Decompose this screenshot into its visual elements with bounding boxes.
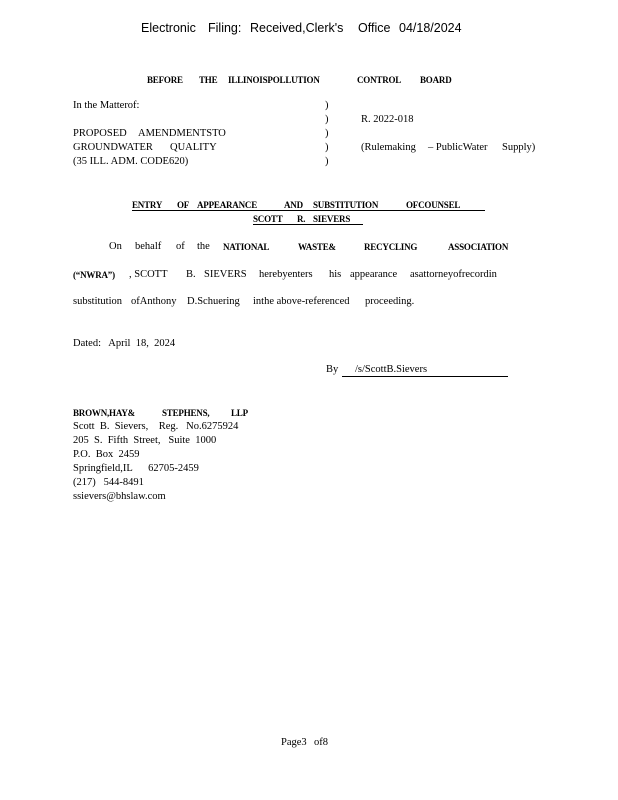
caption-docket: R. 2022-018 (361, 114, 414, 125)
caption-groundwater: GROUNDWATER (73, 142, 153, 153)
firm-llp: LLP (231, 408, 248, 418)
signature-line (342, 376, 508, 377)
firm-line: 205 S. Fifth Street, Suite 1000 (73, 435, 217, 446)
entry-sievers: SIEVERS (313, 214, 351, 224)
body-word: proceeding. (365, 296, 415, 307)
by-label: By (326, 364, 339, 375)
body-caps: ASSOCIATION (448, 242, 509, 252)
firm-line: Springfield,IL 62705-2459 (73, 463, 199, 474)
caption-supply: Supply) (502, 142, 536, 153)
body-word: inthe above-referenced (253, 296, 350, 307)
footer-page: Page3 (281, 737, 307, 748)
firm-brown: BROWN,HAY& (73, 408, 135, 418)
body-word: of (176, 241, 185, 252)
board-board: BOARD (420, 75, 452, 85)
body-word: D.Schuering (187, 296, 240, 307)
firm-email: ssievers@bhslaw.com (73, 491, 166, 502)
caption-paren: ) (325, 156, 329, 167)
footer-of: of8 (314, 737, 328, 748)
entry-ofcounsel: OFCOUNSEL (406, 200, 461, 210)
entry-underline (132, 210, 485, 211)
firm-stephens: STEPHENS, (162, 408, 210, 418)
board-illinois: ILLINOISPOLLUTION (228, 75, 320, 85)
entry-appearance: APPEARANCE (197, 200, 257, 210)
header-received: Received,Clerk's (250, 21, 344, 35)
caption-amendments: AMENDMENTSTO (138, 128, 226, 139)
name-underline (253, 224, 363, 225)
board-the: THE (199, 75, 218, 85)
firm-line: Scott B. Sievers, Reg. No.6275924 (73, 421, 239, 432)
caption-matter: In the Matterof: (73, 100, 140, 111)
caption-paren: ) (325, 114, 329, 125)
caption-paren: ) (325, 128, 329, 139)
body-word: ofAnthony (131, 296, 177, 307)
body-word: the (197, 241, 210, 252)
caption-paren: ) (325, 100, 329, 111)
body-word: SIEVERS (204, 269, 247, 280)
entry-of: OF (177, 200, 190, 210)
body-word: his (329, 269, 342, 280)
entry-entry: ENTRY (132, 200, 163, 210)
body-word: substitution (73, 296, 123, 307)
caption-paren: ) (325, 142, 329, 153)
body-caps: WASTE& (298, 242, 336, 252)
dated-line: Dated: April 18, 2024 (73, 338, 176, 349)
entry-scott: SCOTT (253, 214, 283, 224)
board-control: CONTROL (357, 75, 402, 85)
body-word: herebyenters (259, 269, 313, 280)
caption-rulemaking: (Rulemaking (361, 142, 416, 153)
caption-dash: – PublicWater (428, 142, 488, 153)
body-word: B. (186, 269, 196, 280)
body-word: , SCOTT (129, 269, 168, 280)
body-nwra: (“NWRA”) (73, 270, 115, 280)
board-before: BEFORE (147, 75, 183, 85)
body-caps: RECYCLING (364, 242, 418, 252)
body-caps: NATIONAL (223, 242, 270, 252)
header-filing: Filing: (208, 21, 242, 35)
caption-proposed: PROPOSED (73, 128, 127, 139)
body-word: behalf (135, 241, 162, 252)
firm-line: P.O. Box 2459 (73, 449, 140, 460)
header-electronic: Electronic (141, 21, 196, 35)
body-word: appearance (350, 269, 398, 280)
body-word: On (109, 241, 122, 252)
firm-line: (217) 544-8491 (73, 477, 144, 488)
header-date: 04/18/2024 (399, 21, 462, 35)
body-word: asattorneyofrecordin (410, 269, 497, 280)
header-office: Office (358, 21, 391, 35)
entry-and: AND (284, 200, 303, 210)
entry-r: R. (297, 214, 306, 224)
caption-code: (35 ILL. ADM. CODE620) (73, 156, 189, 167)
signature: /s/ScottB.Sievers (355, 364, 428, 375)
caption-quality: QUALITY (170, 142, 217, 153)
entry-substitution: SUBSTITUTION (313, 200, 379, 210)
